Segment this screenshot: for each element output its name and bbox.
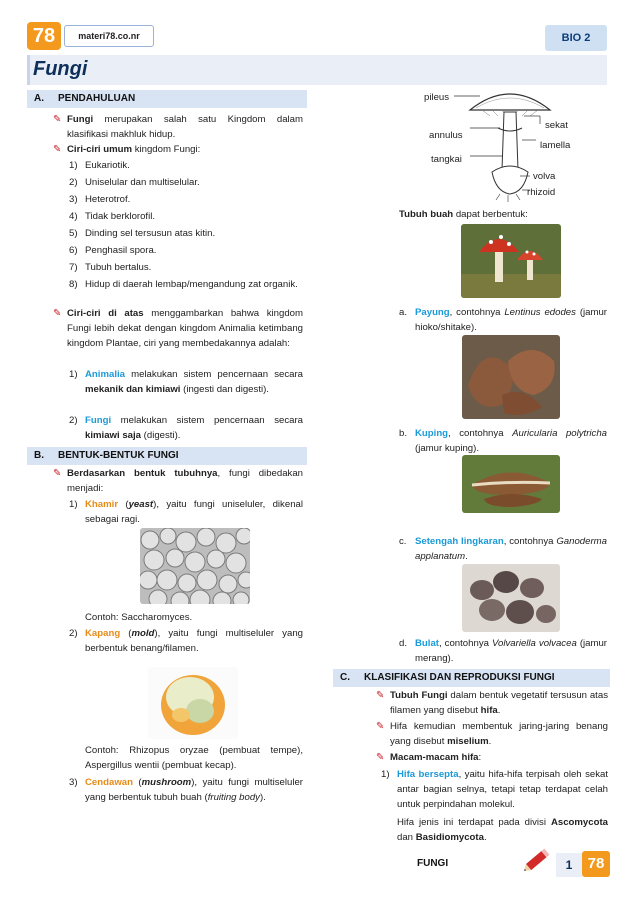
payung-photo	[461, 224, 561, 298]
site-logo: 78	[27, 22, 61, 50]
fungi-intro: ✎ Fungi merupakan salah satu Kingdom dalam klasifikasi makhluk hidup.	[67, 112, 303, 142]
digestion-fungi: 2) Fungi melakukan sistem pencernaan secara kimiawi saja (digesti).	[69, 415, 303, 442]
footer-label: FUNGI	[417, 858, 449, 869]
section-c-header	[333, 669, 610, 687]
setengah-lingkaran-photo	[462, 455, 560, 513]
list-item: 6) Penghasil spora.	[69, 245, 157, 256]
section-b-header	[27, 447, 307, 465]
label-tangkai: tangkai	[431, 154, 462, 165]
site-url[interactable]: materi78.co.nr	[64, 25, 154, 47]
page-title: Fungi	[33, 58, 88, 80]
label-rhizoid: rhizoid	[527, 187, 556, 198]
kapang-example: Contoh: Rhizopus oryzae (pembuat tempe), Aspergillus wentii (pembuat kecap).	[85, 745, 303, 772]
trait-list	[69, 158, 303, 292]
section-label: C.	[340, 672, 350, 683]
ciri-atas: ✎ Ciri-ciri di atas menggambarkan bahwa kingdom Fungi lebih dekat dengan kingdom Animalia ketimbang kingdom Plantae, ciri yang membedakannya adalah:	[67, 306, 303, 352]
tubuh-buah-caption: Tubuh buah dapat berbentuk:	[399, 209, 528, 220]
section-a-header	[27, 90, 307, 108]
form-kuping: b. Kuping, contohnya Auricularia polytricha (jamur kuping).	[399, 428, 607, 455]
kuping-photo	[462, 335, 560, 419]
kapang-item: 2) Kapang (mold), yaitu fungi multiseluler yang berbentuk benang/filamen.	[69, 628, 303, 655]
list-item: 1) Eukariotik.	[69, 160, 130, 171]
subject-badge: BIO 2	[545, 25, 607, 51]
digestion-animalia: 1) Animalia melakukan sistem pencernaan secara mekanik dan kimiawi (ingesti dan digesti).	[69, 369, 303, 396]
bulat-photo	[462, 564, 560, 632]
list-item: 8) Hidup di daerah lembap/mengandung zat organik.	[69, 279, 298, 290]
section-label: B.	[34, 450, 44, 461]
section-title: BENTUK-BENTUK FUNGI	[58, 450, 179, 461]
title-bar	[27, 55, 607, 85]
hifa-miselium: ✎ Hifa kemudian membentuk jaring-jaring benang yang disebut miselium.	[390, 719, 608, 749]
macam-hifa: ✎ Macam-macam hifa:	[390, 750, 608, 765]
label-lamella: lamella	[540, 140, 571, 151]
bentuk-intro: ✎ Berdasarkan bentuk tubuhnya, fungi dibedakan menjadi:	[67, 466, 303, 496]
form-setengah-lingkaran: c. Setengah lingkaran, contohnya Ganoderma applanatum.	[399, 536, 607, 563]
section-title: PENDAHULUAN	[58, 93, 136, 104]
section-label: A.	[34, 93, 44, 104]
section-title: KLASIFIKASI DAN REPRODUKSI FUNGI	[364, 672, 555, 683]
yeast-photo	[140, 528, 250, 604]
pencil-icon	[520, 843, 554, 877]
list-item: 4) Tidak berklorofil.	[69, 211, 156, 222]
cendawan-item: 3) Cendawan (mushroom), yaitu fungi multiseluler yang berbentuk tubuh buah (fruiting body).	[69, 777, 303, 804]
ciri-intro: ✎ Ciri-ciri umum kingdom Fungi:	[67, 142, 303, 157]
page-number: 1	[556, 853, 582, 877]
form-bulat: d. Bulat, contohnya Volvariella volvacea (jamur merang).	[399, 638, 607, 665]
list-item: 3) Heterotrof.	[69, 194, 131, 205]
khamir-item: 1) Khamir (yeast), yaitu fungi uniseluler, dikenal sebagai ragi.	[69, 499, 303, 526]
label-sekat: sekat	[545, 120, 568, 131]
footer-logo: 78	[582, 851, 610, 877]
form-payung: a. Payung, contohnya Lentinus edodes (jamur hioko/shitake).	[399, 307, 607, 334]
list-item: 5) Dinding sel tersusun atas kitin.	[69, 228, 216, 239]
hifa-divisi: Hifa jenis ini terdapat pada divisi Ascomycota dan Basidiomycota.	[397, 817, 608, 844]
label-pileus: pileus	[424, 92, 450, 103]
label-volva: volva	[533, 171, 556, 182]
khamir-example: Contoh: Saccharomyces.	[85, 612, 193, 623]
mold-orange-photo	[148, 667, 238, 739]
hifa-bersepta: 1) Hifa bersepta, yaitu hifa-hifa terpisah oleh sekat antar bagian selnya, tetapi tetap terdapat celah untuk perpindahan molekul.	[381, 769, 609, 811]
label-annulus: annulus	[429, 130, 463, 141]
list-item: 7) Tubuh bertalus.	[69, 262, 152, 273]
tubuh-fungi: ✎ Tubuh Fungi dalam bentuk vegetatif tersusun atas filamen yang disebut hifa.	[390, 688, 608, 718]
list-item: 2) Uniselular dan multiselular.	[69, 177, 200, 188]
